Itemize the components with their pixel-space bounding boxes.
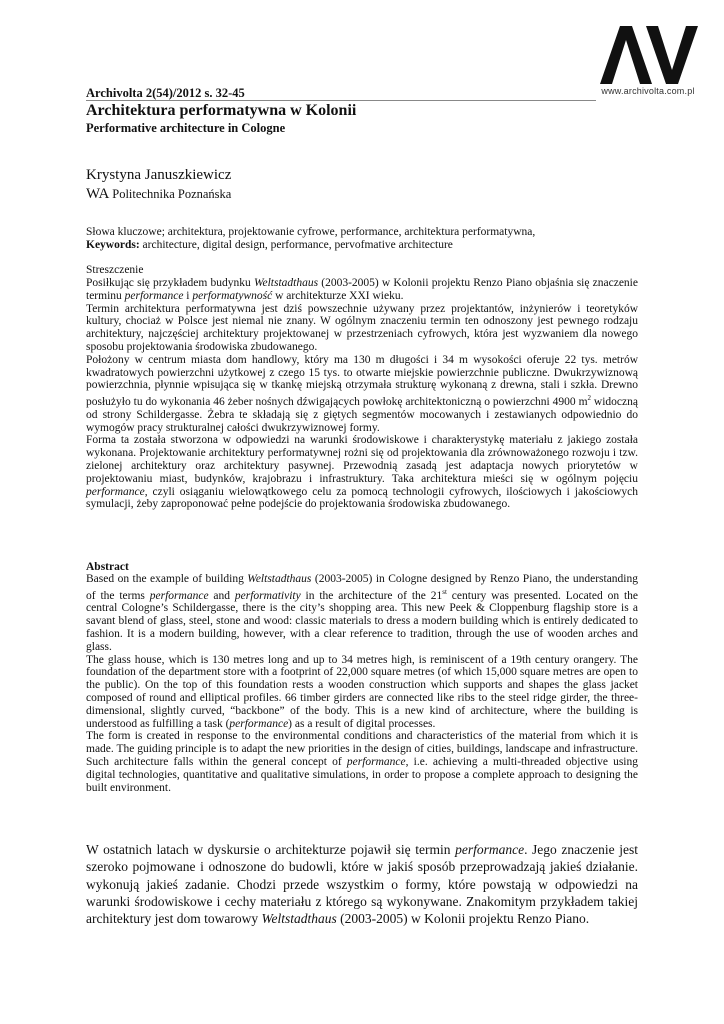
summary-paragraph: Termin architektura performatywna jest dziś powszechnie używany przez projektantów, inżynierów i teoretyków kultury, chociaż w Polsce jest niemal nie znany. W ogólnym znaczeniu termin ten odnoszony jest pewnego rodzaju architektury, najczęściej architektury projektowanej w przestrzeniach cyfrowych, która jest wyzwaniem dla nowego sposobu projektowania środowiska zbudowanego. xyxy=(86,302,638,353)
abstract-paragraph: The glass house, which is 130 metres long and up to 34 metres high, is reminiscent of a 19th century orangery. The foundation of the department store with a footprint of 22,000 square metres (of which 15,000 square metres are open to the public). On the top of this foundation rests a wooden construction which supports and shapes the glass jacket composed of round and elliptical profiles. 66 timber girders are connected like ribs to the steel ridge girder, the three-dimensional, slightly curved, “backbone” of the body. This is a new kind of architecture, where the building is understood as fulfilling a task (performance) as a result of digital processes. xyxy=(86,653,638,730)
keywords-en-text: architecture, digital design, performance, pervofmative architecture xyxy=(139,239,453,251)
affiliation-prefix: WA xyxy=(86,186,109,202)
title-english: Performative architecture in Cologne xyxy=(86,121,286,135)
keywords-pl-label: Słowa kluczowe; xyxy=(86,226,165,238)
affiliation-name: Politechnika Poznańska xyxy=(112,187,232,201)
intro-paragraph: W ostatnich latach w dyskursie o architekturze pojawił się termin performance. Jego znaczenie jest szeroko pojmowane i odnoszone do budowli, które w jakiś sposób przeprowadzają jakieś działanie. wykonują jakieś zadanie. Chodzi przede wszystkim o formy, które powstają w odpowiedzi na warunki środowiskowe i cechy materiału z którego są wykonywane. Znakomitym przykładem takiej architektury jest dom towarowy Weltstadthaus (2003-2005) w Kolonii projektu Renzo Piano. xyxy=(86,842,638,927)
keywords-en-label: Keywords: xyxy=(86,239,140,251)
abstract-heading: Abstract xyxy=(86,561,129,573)
keywords-english xyxy=(86,238,638,253)
intro-body xyxy=(86,841,638,927)
abstract-paragraph: Based on the example of building Weltstadthaus (2003-2005) in Cologne designed by Renzo Piano, the understanding of the terms performance and performativity in the architecture of the 21st century was presented. Located on the central Cologne’s Schildergasse, there is the city’s shopping area. This new Peek & Cloppenburg flagship store is a savant blend of glass, steel, stone and wood: classic materials to dress a modern building which is entirely dedicated to fashion. It is a modern building, however, with a clear reference to tradition, through the use of wooden arches and glass. xyxy=(86,573,639,653)
citation: Archivolta 2(54)/2012 s. 32-45 xyxy=(86,86,245,100)
keywords-pl-text: architektura, projektowanie cyfrowe, performance, architektura performatywna, xyxy=(164,226,536,238)
abstract-paragraph: The form is created in response to the environmental conditions and characteristics of the material from which it is made. The guiding principle is to adapt the new priorities in the design of cities, buildings, landscape and infrastructure. Such architecture falls within the general concept of performance, i.e. achieving a multi-threaded objective using digital technologies, quantitative and qualitative simulations, in order to propose a complete approach to designing the built environment. xyxy=(86,730,638,794)
summary-paragraph: Położony w centrum miasta dom handlowy, który ma 130 m długości i 34 m wysokości oferuje 22 tys. metrów kwadratowych powierzchni użytkowej z czego 15 tys. to otwarte miejskie powierzchnie publiczne. Dwukrzywiznową powierzchnia, płynnie wpisująca się w tkankę miejską otrzymała strukturę wykonaną z drewna, stali i szkła. Drewno posłużyło tu do wykonania 46 żeber nośnych dźwigających powłokę architektoniczną o powierzchni 4900 $m^2$ widoczną od strony Schildergasse. Żebra te składają się z giętych segmentów mocowanych i zestawianych odpowiednio do wymogów pracy strukturalnej całości dwukrzywiznowej formy. xyxy=(86,353,638,434)
summary-paragraph: Posiłkując się przykładem budynku Weltstadthaus (2003-2005) w Kolonii projektu Renzo Piano objaśnia się znaczenie terminu performance i performatywność w architekturze XXI wieku. xyxy=(86,277,638,302)
summary-heading: Streszczenie xyxy=(86,264,144,276)
author-affiliation xyxy=(86,186,231,203)
logo-url: www.archivolta.com.pl xyxy=(601,86,695,96)
abstract-body xyxy=(86,573,638,794)
summary-body xyxy=(86,277,638,511)
archivolta-logo xyxy=(598,26,698,84)
author-name: Krystyna Januszkiewicz xyxy=(86,167,232,183)
title-polish: Architektura performatywna w Kolonii xyxy=(86,102,357,119)
summary-paragraph: Forma ta została stworzona w odpowiedzi na warunki środowiskowe i charakterystykę materiału z jakiego została wykonana. Projektowanie architektury performatywnej rożni się od projektowania dla zrównoważonego rozwoju i tzw. zielonej architektury oraz architektury pasywnej. Przewodnią zasadą jest adaptacja nowych priorytetów w projektowaniu miast, budynków, krajobrazu i infrastruktury. Taka architektura mieści się w ogólnym pojęciu performance, czyli osiąganiu wielowątkowego celu za pomocą technologii cyfrowych, ilościowych i jakościowych symulacji, żeby zaproponować pełne podejście do projektowania środowiska zbudowanego. xyxy=(86,434,638,511)
